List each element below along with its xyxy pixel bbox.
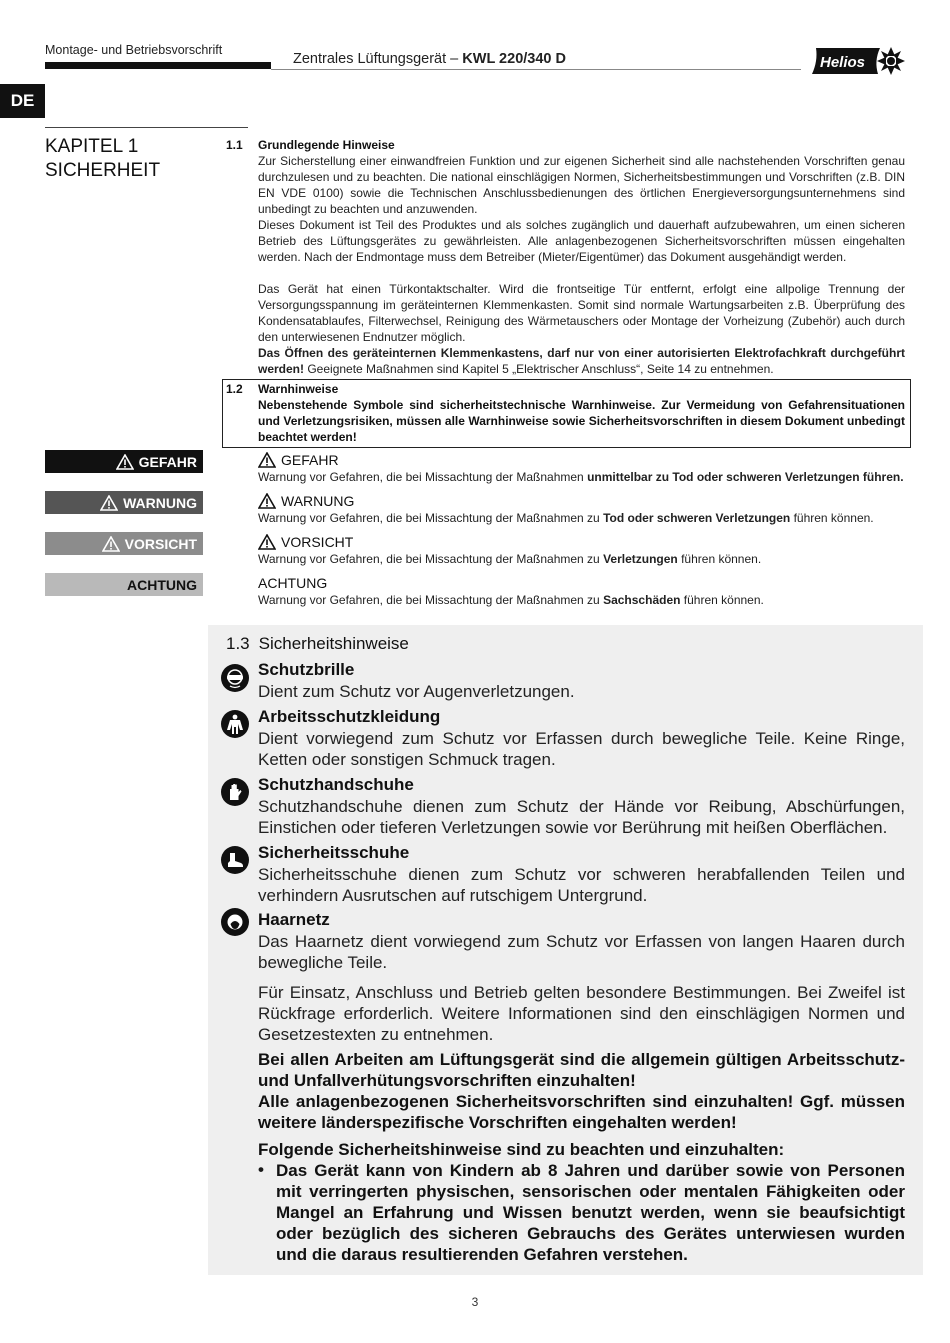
brand-name: Helios — [820, 54, 866, 71]
chapter-number: KAPITEL 1 — [45, 136, 139, 157]
workplace-safety-notice: Bei allen Arbeiten am Lüftungsgerät sind die allgemein gültigen Arbeitsschutz- und Unfallverhütungsvorschriften einzuhalten! — [258, 1050, 905, 1090]
chapter-name: SICHERHEIT — [45, 160, 161, 181]
section-number-1-1: 1.1 — [226, 138, 243, 152]
warnung-title — [258, 493, 354, 509]
chapter-title — [45, 135, 160, 183]
bullet-marker: • — [258, 1160, 264, 1179]
section-title-1-1: Grundlegende Hinweise — [258, 138, 395, 152]
warning-triangle-icon — [100, 495, 118, 511]
gefahr-description — [258, 470, 904, 484]
ppe-text-goggles: Dient zum Schutz vor Augenverletzungen. — [258, 682, 575, 701]
document-type: Montage- und Betriebsvorschrift — [45, 43, 223, 57]
fan-icon — [877, 47, 905, 75]
warning-triangle-icon — [258, 452, 276, 468]
section-heading-1-3 — [226, 634, 409, 654]
language-tab: DE — [0, 84, 45, 118]
ppe-title-hairnet: Haarnetz — [258, 910, 330, 929]
section-title-1-3: Sicherheitshinweise — [258, 634, 409, 653]
warnung-text-a: Warnung vor Gefahren, die bei Missachtung der Maßnahmen zu — [258, 511, 604, 525]
label-gefahr — [45, 450, 203, 473]
warning-triangle-icon — [102, 536, 120, 552]
paragraph-door-switch: Das Gerät hat einen Türkontaktschalter. Wird die frontseitige Tür entfernt, erfolgt eine allpolige Trennung der Versorgungsspannung im geräteinternen Klemmenkasten. Somit sind normale Wartungsarbeiten z.B. Überprüfung des Kondensatablaufes, Filterwechsel, Reinigung des Wärmetauschers oder Montage der Vorheizung (Zubehör) auch durch den unterwiesenen Endnutzer möglich. — [258, 282, 905, 344]
vorsicht-title-text: VORSICHT — [281, 534, 354, 550]
warning-triangle-icon — [116, 454, 134, 470]
warnung-text-c: führen können. — [790, 511, 874, 525]
warning-triangle-icon — [258, 493, 276, 509]
safety-goggles-icon — [221, 664, 249, 692]
label-gefahr-text: GEFAHR — [138, 453, 197, 470]
general-regulations-text: Für Einsatz, Anschluss und Betrieb gelten besondere Bestimmungen. Bei Zweifel ist Rückfrage erforderlich. Weitere Informationen sind den einschlägigen Normen und Gesetzestexten zu entnehmen. — [258, 983, 905, 1044]
label-vorsicht-text: VORSICHT — [124, 535, 197, 552]
warnung-title-text: WARNUNG — [281, 493, 355, 509]
page-number: 3 — [471, 1295, 479, 1309]
safety-shoes-icon — [221, 846, 249, 874]
vorsicht-text-b: Verletzungen — [603, 552, 678, 566]
gefahr-text-a: Warnung vor Gefahren, die bei Missachtung der Maßnahmen — [258, 470, 588, 484]
children-usage-instruction: Das Gerät kann von Kindern ab 8 Jahren und darüber sowie von Personen mit verringerten physischen, sensorischen oder mentalen Fähigkeiten oder Mangel an Erfahrung und Wissen benutzt werden, wenn sie beaufsichtigt oder bezüglich des sicheren Gebrauchs des Gerätes unterwiesen wurden und die daraus resultierenden Gefahren verstehen. — [276, 1161, 905, 1264]
gefahr-text-b: unmittelbar zu Tod oder schweren Verletzungen führen. — [587, 470, 904, 484]
section-number-1-3: 1.3 — [226, 634, 250, 653]
label-achtung — [45, 573, 203, 596]
ppe-text-clothing: Dient vorwiegend zum Schutz vor Erfassen durch bewegliche Teile. Keine Ringe, Ketten oder sonstigen Schmuck tragen. — [258, 729, 905, 769]
hairnet-icon — [221, 908, 249, 936]
header-bar — [45, 62, 271, 69]
gefahr-title-text: GEFAHR — [281, 452, 339, 468]
terminal-box-reference: Geeignete Maßnahmen sind Kapitel 5 „Elektrischer Anschluss“, Seite 14 zu entnehmen. — [304, 362, 774, 376]
section-number-1-2: 1.2 — [226, 382, 243, 396]
ppe-title-shoes: Sicherheitsschuhe — [258, 843, 410, 862]
vorsicht-description — [258, 552, 761, 566]
vorsicht-text-a: Warnung vor Gefahren, die bei Missachtung der Maßnahmen zu — [258, 552, 604, 566]
protective-gloves-icon — [221, 778, 249, 806]
system-regulations-notice: Alle anlagenbezogenen Sicherheitsvorschriften sind einzuhalten! Ggf. müssen weitere länderspezifische Vorschriften eingehalten werden! — [258, 1092, 905, 1132]
product-model: KWL 220/340 D — [462, 51, 566, 67]
gefahr-title — [258, 452, 339, 468]
achtung-text-a: Warnung vor Gefahren, die bei Missachtung der Maßnahmen zu — [258, 593, 604, 607]
chapter-rule — [45, 127, 248, 128]
section-title-1-2: Warnhinweise — [258, 382, 339, 396]
achtung-title — [258, 575, 327, 591]
following-instructions-heading: Folgende Sicherheitshinweise sind zu beachten und einzuhalten: — [258, 1140, 785, 1159]
ppe-title-gloves: Schutzhandschuhe — [258, 775, 414, 794]
achtung-text-b: Sachschäden — [603, 593, 681, 607]
ppe-text-hairnet: Das Haarnetz dient vorwiegend zum Schutz vor Erfassen von langen Haaren durch bewegliche Teile. — [258, 932, 905, 972]
protective-clothing-icon — [221, 710, 249, 738]
achtung-title-text: ACHTUNG — [258, 575, 328, 591]
product-prefix: Zentrales Lüftungsgerät – — [293, 51, 463, 67]
header-rule — [271, 69, 801, 70]
label-achtung-text: ACHTUNG — [127, 576, 197, 593]
warning-triangle-icon — [258, 534, 276, 550]
product-title — [293, 51, 566, 67]
achtung-text-c: führen können. — [680, 593, 764, 607]
paragraph-document-keeping: Dieses Dokument ist Teil des Produktes und als solches zugänglich und dauerhaft aufzubewahren, um einen sicheren Betrieb des Lüftungsgerätes zu gewährleisten. Alle anlagenbezogenen Sicherheitsvorschriften müssen eingehalten werden. Nach der Endmontage muss dem Betreiber (Mieter/Eigentümer) das Dokument ausgehändigt werden. — [258, 218, 905, 264]
warning-notice-text: Nebenstehende Symbole sind sicherheitstechnische Warnhinweise. Zur Vermeidung von Gefahrensituationen und Verletzungsrisiken, müssen alle Warnhinweise sowie Sicherheitsvorschriften in diesem Dokument unbedingt beachtet werden! — [258, 398, 905, 444]
ppe-title-clothing: Arbeitsschutzkleidung — [258, 707, 441, 726]
paragraph-terminal-box — [258, 345, 905, 377]
warnung-description — [258, 511, 874, 525]
warnung-text-b: Tod oder schweren Verletzungen — [603, 511, 791, 525]
vorsicht-title — [258, 534, 353, 550]
helios-logo — [810, 45, 906, 77]
ppe-title-goggles: Schutzbrille — [258, 660, 355, 679]
label-warnung — [45, 491, 203, 514]
ppe-text-gloves: Schutzhandschuhe dienen zum Schutz der Hände vor Reibung, Abschürfungen, Einstichen oder tieferen Verletzungen sowie vor Berührung mit heißen Oberflächen. — [258, 797, 905, 837]
ppe-text-shoes: Sicherheitsschuhe dienen zum Schutz vor schweren herabfallenden Teilen und verhindern Ausrutschen auf rutschigem Untergrund. — [258, 865, 905, 905]
label-warnung-text: WARNUNG — [123, 494, 197, 511]
label-vorsicht — [45, 532, 203, 555]
vorsicht-text-c: führen können. — [677, 552, 762, 566]
achtung-description — [258, 593, 764, 607]
paragraph-functional-safety: Zur Sicherstellung einer einwandfreien Funktion und zur eigenen Sicherheit sind alle nachstehenden Vorschriften genau durchzulesen und zu beachten. Die national einschlägigen Normen, Sicherheitsbestimmungen und Vorschriften (z.B. DIN EN VDE 0100) sowie die Technischen Anschlussbedienungen des örtlichen Energieversorgungsunternehmens sind unbedingt zu beachten und anzuwenden. — [258, 154, 905, 216]
terminal-box-warning: Das Öffnen des geräteinternen Klemmenkastens, darf nur von einer autorisierten Elektrofachkraft durchgeführt werden! — [258, 346, 905, 376]
